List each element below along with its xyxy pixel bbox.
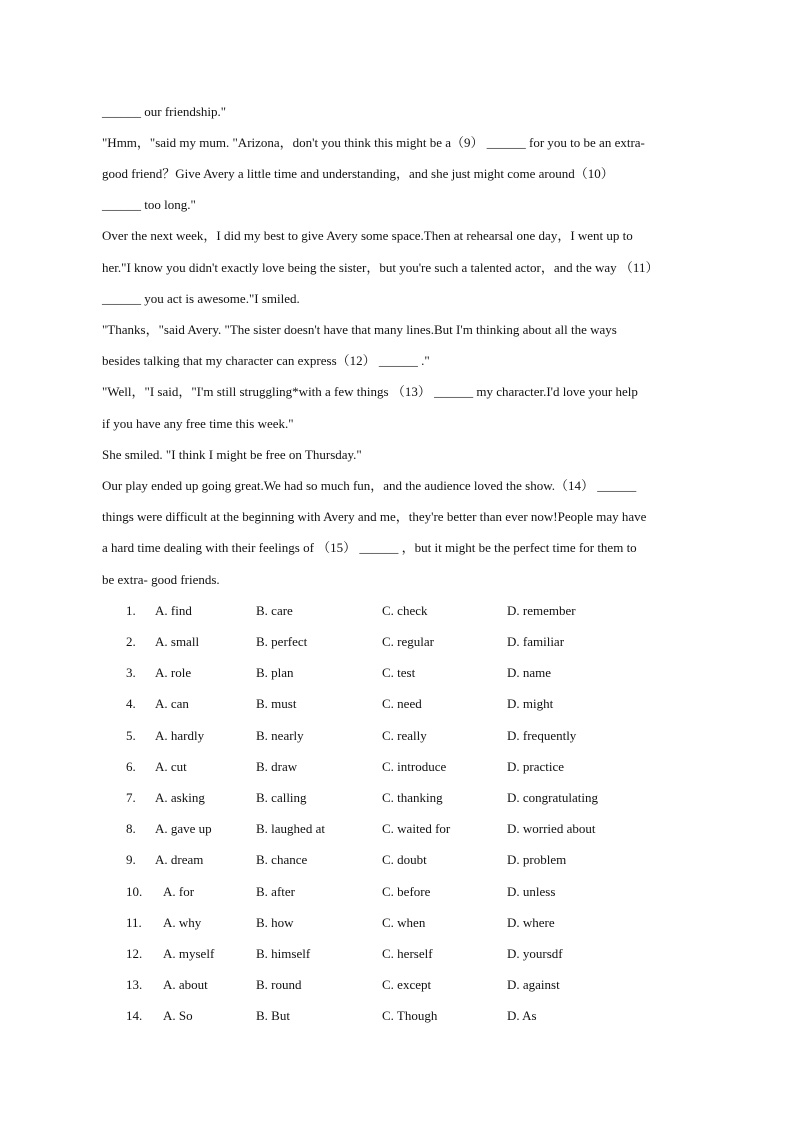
- question-number: 9.: [126, 852, 136, 867]
- option-a: A. asking: [155, 790, 205, 805]
- option-a: A. myself: [163, 946, 215, 961]
- question-number: 5.: [126, 728, 136, 743]
- option-b: B. himself: [256, 946, 311, 961]
- option-c: C. really: [382, 728, 427, 743]
- question-number: 13.: [126, 977, 143, 992]
- option-a: A. can: [155, 696, 189, 711]
- option-d: D. frequently: [507, 728, 577, 743]
- passage-line: Our play ended up going great.We had so much fun，and the audience loved the show.（14） ______: [102, 478, 637, 493]
- question-row: [0, 1008, 794, 1024]
- question-row: [0, 728, 794, 744]
- option-c: C. herself: [382, 946, 433, 961]
- question-row: [0, 696, 794, 712]
- option-c: C. introduce: [382, 759, 447, 774]
- option-d: D. As: [507, 1008, 537, 1023]
- option-d: D. worried about: [507, 821, 596, 836]
- question-number: 2.: [126, 634, 136, 649]
- option-d: D. problem: [507, 852, 567, 867]
- question-number: 4.: [126, 696, 136, 711]
- question-number: 11.: [126, 915, 142, 930]
- option-b: B. nearly: [256, 728, 304, 743]
- question-row: [0, 790, 794, 806]
- question-number: 7.: [126, 790, 136, 805]
- passage-line: ______ our friendship.": [102, 104, 227, 119]
- passage-line: ______ you act is awesome."I smiled.: [102, 291, 300, 306]
- option-b: B. care: [256, 603, 293, 618]
- option-a: A. hardly: [155, 728, 205, 743]
- passage-line: good friend？Give Avery a little time and understanding，and she just might come around（10）: [102, 166, 614, 181]
- option-a: A. why: [163, 915, 202, 930]
- option-d: D. against: [507, 977, 560, 992]
- question-number: 10.: [126, 884, 143, 899]
- option-b: B. must: [256, 696, 297, 711]
- option-c: C. thanking: [382, 790, 443, 805]
- option-c: C. doubt: [382, 852, 427, 867]
- option-b: B. perfect: [256, 634, 308, 649]
- option-b: B. laughed at: [256, 821, 325, 836]
- option-b: B. chance: [256, 852, 308, 867]
- option-b: B. calling: [256, 790, 307, 805]
- option-c: C. regular: [382, 634, 434, 649]
- option-c: C. Though: [382, 1008, 438, 1023]
- option-c: C. test: [382, 665, 416, 680]
- question-row: [0, 915, 794, 931]
- option-c: C. need: [382, 696, 422, 711]
- option-c: C. before: [382, 884, 431, 899]
- option-c: C. waited for: [382, 821, 451, 836]
- option-d: D. yoursdf: [507, 946, 563, 961]
- question-row: [0, 977, 794, 993]
- option-d: D. congratulating: [507, 790, 598, 805]
- option-a: A. about: [163, 977, 208, 992]
- option-d: D. familiar: [507, 634, 565, 649]
- question-number: 12.: [126, 946, 143, 961]
- passage-line: She smiled. "I think I might be free on Thursday.": [102, 447, 362, 462]
- option-d: D. practice: [507, 759, 565, 774]
- option-d: D. might: [507, 696, 554, 711]
- question-row: [0, 821, 794, 837]
- option-a: A. So: [163, 1008, 193, 1023]
- passage-line: if you have any free time this week.": [102, 416, 294, 431]
- passage-line: "Thanks，"said Avery. "The sister doesn't have that many lines.But I'm thinking about all the ways: [102, 322, 617, 337]
- option-d: D. remember: [507, 603, 576, 618]
- passage-line: things were difficult at the beginning with Avery and me，they're better than ever now!People may have: [102, 509, 647, 524]
- question-number: 14.: [126, 1008, 143, 1023]
- passage-line: Over the next week，I did my best to give Avery some space.Then at rehearsal one day，I went up to: [102, 228, 633, 243]
- passage-line: "Well，"I said，"I'm still struggling*with a few things （13） ______ my character.I'd love your help: [102, 384, 638, 399]
- passage-line: a hard time dealing with their feelings of （15） ______ ，but it might be the perfect time for them to: [102, 540, 637, 555]
- passage-line: besides talking that my character can express（12） ______ .": [102, 353, 430, 368]
- passage-line: be extra- good friends.: [102, 572, 220, 587]
- option-a: A. for: [163, 884, 195, 899]
- question-number: 1.: [126, 603, 136, 618]
- option-c: C. when: [382, 915, 426, 930]
- option-d: D. unless: [507, 884, 556, 899]
- option-a: A. find: [155, 603, 192, 618]
- option-b: B. But: [256, 1008, 290, 1023]
- passage-line: "Hmm，"said my mum. "Arizona，don't you think this might be a（9） ______ for you to be an extra-: [102, 135, 645, 150]
- question-row: [0, 852, 794, 868]
- question-row: [0, 759, 794, 775]
- option-a: A. gave up: [155, 821, 212, 836]
- question-number: 3.: [126, 665, 136, 680]
- passage-line: ______ too long.": [102, 197, 196, 212]
- option-b: B. plan: [256, 665, 294, 680]
- question-row: [0, 634, 794, 650]
- option-b: B. after: [256, 884, 295, 899]
- option-b: B. how: [256, 915, 294, 930]
- option-a: A. cut: [155, 759, 187, 774]
- option-d: D. where: [507, 915, 555, 930]
- passage-line: her."I know you didn't exactly love being the sister，but you're such a talented actor，and the way （11）: [102, 260, 659, 275]
- option-c: C. except: [382, 977, 432, 992]
- question-row: [0, 665, 794, 681]
- question-number: 8.: [126, 821, 136, 836]
- option-b: B. draw: [256, 759, 298, 774]
- option-c: C. check: [382, 603, 428, 618]
- option-d: D. name: [507, 665, 552, 680]
- option-a: A. dream: [155, 852, 204, 867]
- question-number: 6.: [126, 759, 136, 774]
- question-row: [0, 603, 794, 619]
- option-a: A. role: [155, 665, 192, 680]
- question-row: [0, 884, 794, 900]
- question-row: [0, 946, 794, 962]
- option-a: A. small: [155, 634, 200, 649]
- option-b: B. round: [256, 977, 302, 992]
